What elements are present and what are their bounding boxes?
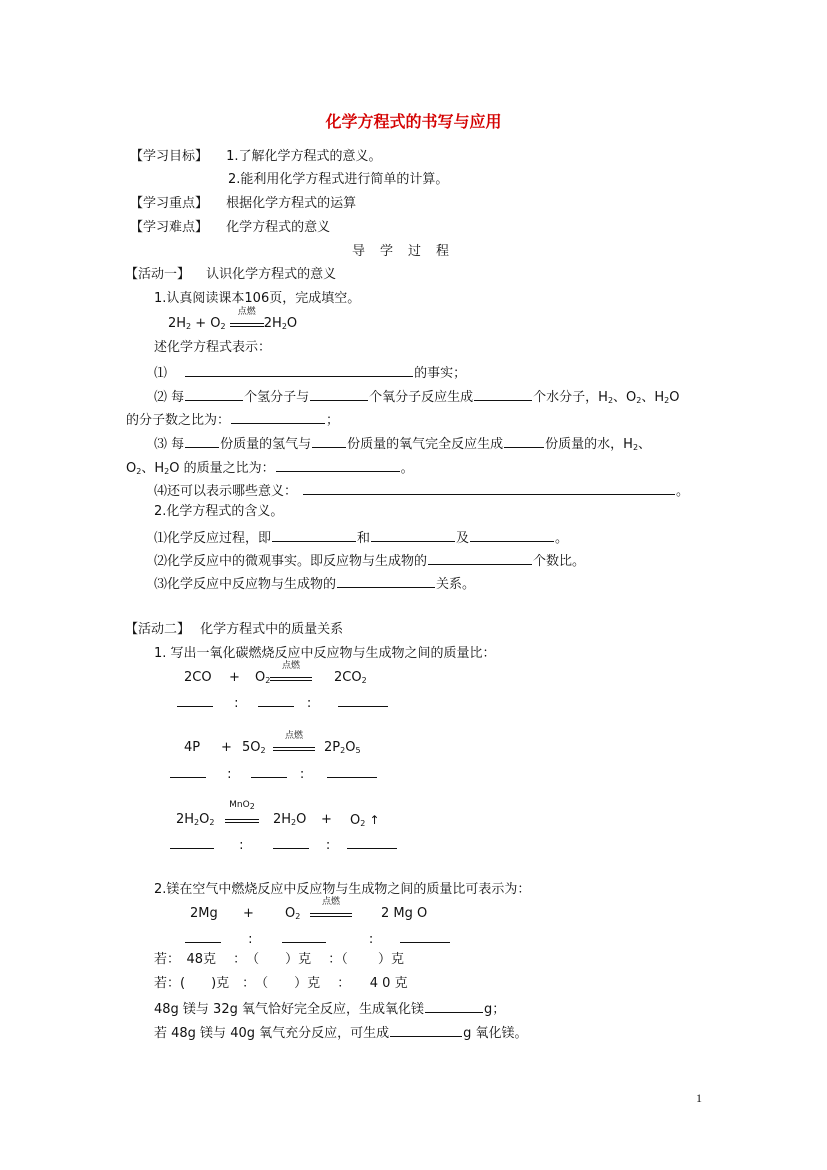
eq2-arrow: 点燃 — [273, 739, 315, 757]
blank-m2[interactable] — [428, 550, 532, 565]
act1-m1: ⑴化学反应过程，即 和 及 。 — [154, 527, 568, 548]
diff-line — [130, 219, 330, 237]
diff-text: 化学方程式的意义 — [226, 220, 331, 235]
section-title: 导 学 过 程 — [352, 244, 451, 259]
blank-eq3b[interactable] — [273, 834, 309, 849]
blank-eq1a[interactable] — [177, 692, 213, 707]
goal-2: 2.能利用化学方程式进行简单的计算。 — [228, 172, 449, 187]
blank-i3c[interactable] — [504, 433, 544, 448]
act1-item4: ⑷还可以表示哪些意义： 。 — [154, 480, 689, 501]
act1-heading — [125, 266, 336, 284]
blank-i2c[interactable] — [474, 386, 532, 401]
act2-q2: 2.镁在空气中燃烧反应中反应物与生成物之间的质量比可表示为： — [154, 882, 531, 897]
mg-plus: + — [243, 906, 254, 921]
blank-m1b[interactable] — [371, 527, 455, 542]
page-number: 1 — [696, 1091, 702, 1105]
blank-i1[interactable] — [185, 362, 413, 377]
act2-title: 化学方程式中的质量关系 — [200, 622, 344, 637]
blank-i2a[interactable] — [185, 386, 243, 401]
mg-arrow: 点燃 — [310, 905, 352, 923]
eq1-a: 2CO — [184, 670, 212, 685]
blank-mga[interactable] — [185, 928, 221, 943]
eq1-b: $O_2$ — [255, 670, 271, 685]
eq1-arrow: 点燃 — [270, 669, 312, 687]
blank-eq2a[interactable] — [170, 763, 206, 778]
mg-c: 2 Mg O — [381, 906, 428, 921]
blank-i2b[interactable] — [310, 386, 368, 401]
blank-eq1c[interactable] — [338, 692, 388, 707]
equation-water: $2H_2 + O_2$ 点燃 $2H_2O$ — [168, 307, 298, 331]
act1-m2: ⑵化学反应中的微观事实。即反应物与生成物的 个数比。 — [154, 550, 585, 571]
eq3-arrow: MnO$_2$ — [225, 811, 259, 829]
eq2-plus: + — [221, 740, 232, 755]
gas-up-arrow-icon: ↑ — [369, 813, 380, 827]
blank-m1c[interactable] — [470, 527, 554, 542]
act1-q1: 1.认真阅读课本106页，完成填空。 — [154, 291, 361, 306]
act1-item2-line2: 的分子数之比为： ； — [126, 409, 339, 430]
page-title: 化学方程式的书写与应用 — [325, 112, 502, 131]
act2-q1: 1. 写出一氧化碳燃烧反应中反应物与生成物之间的质量比： — [154, 646, 496, 661]
mg-s1: 48g 镁与 32g 氧气恰好完全反应，生成氧化镁 g； — [154, 998, 505, 1019]
mg-row1: 若： 48克 ： （ ）克 ：（ ）克 — [154, 952, 404, 967]
key-line — [130, 195, 356, 213]
key-label: 【学习重点】 — [130, 196, 209, 211]
blank-eq2b[interactable] — [251, 763, 287, 778]
blank-eq2c[interactable] — [327, 763, 377, 778]
blank-s2[interactable] — [390, 1022, 462, 1037]
blank-i2d[interactable] — [231, 409, 325, 424]
mg-a: 2Mg — [190, 906, 218, 921]
blank-i4[interactable] — [303, 480, 675, 495]
act2-heading — [125, 621, 343, 639]
eq1-ratio: : : — [176, 692, 389, 713]
eq3-e: $O_2$ ↑ — [350, 813, 380, 828]
blank-i3d[interactable] — [276, 457, 400, 472]
goal-label: 【学习目标】 — [130, 149, 209, 164]
mg-row2: 若：( )克 ： （ ）克 ： 4 0 克 — [154, 976, 408, 991]
act1-title: 认识化学方程式的意义 — [206, 267, 337, 282]
act1-desc: 述化学方程式表示： — [154, 340, 272, 355]
mg-s2: 若 48g 镁与 40g 氧气充分反应，可生成 g 氧化镁。 — [154, 1022, 528, 1043]
blank-m1a[interactable] — [272, 527, 356, 542]
goal-1: 1.了解化学方程式的意义。 — [226, 149, 382, 164]
act1-label: 【活动一】 — [125, 267, 191, 282]
blank-mgb[interactable] — [282, 928, 326, 943]
mg-b: $O_2$ — [285, 906, 301, 921]
eq3-c: $2H_2O$ — [273, 812, 307, 827]
eq2-a: 4P — [184, 740, 201, 755]
act1-item2: ⑵ 每 个氢分子与 个氧分子反应生成 个水分子，$H_2$、$O_2$、$H_2O$ — [154, 386, 679, 410]
act2-label: 【活动二】 — [125, 622, 191, 637]
blank-eq3a[interactable] — [170, 834, 214, 849]
blank-m3[interactable] — [337, 573, 435, 588]
eq3-plus: + — [321, 812, 332, 827]
blank-i3b[interactable] — [312, 433, 346, 448]
act1-m3: ⑶化学反应中反应物与生成物的 关系。 — [154, 573, 475, 594]
blank-eq1b[interactable] — [258, 692, 294, 707]
eq3-ratio: : : — [169, 834, 398, 855]
act1-item3: ⑶ 每 份质量的氢气与 份质量的氧气完全反应生成 份质量的水，$H_2$、 — [154, 433, 651, 457]
eq2-ratio: : : — [169, 763, 378, 784]
key-text: 根据化学方程式的运算 — [226, 196, 357, 211]
blank-i3a[interactable] — [185, 433, 219, 448]
act1-item1: ⑴ 的事实； — [154, 362, 466, 383]
eq2-c: $2P_2O_5$ — [324, 740, 361, 755]
blank-eq3c[interactable] — [347, 834, 397, 849]
eq2-b: $5O_2$ — [242, 740, 266, 755]
blank-s1[interactable] — [425, 998, 483, 1013]
eq3-a: $2H_2O_2$ — [176, 812, 215, 827]
act1-item3-line2: $O_2$、$H_2O$ 的质量之比为： 。 — [126, 457, 414, 481]
act1-q2: 2.化学方程式的含义。 — [154, 504, 284, 519]
goal-line — [130, 148, 382, 166]
mg-ratio: : : — [184, 928, 451, 949]
reaction-arrow: 点燃 — [230, 316, 264, 327]
eq1-c: $2CO_2$ — [334, 670, 367, 685]
blank-mgc[interactable] — [400, 928, 450, 943]
eq1-plus: + — [229, 670, 240, 685]
diff-label: 【学习难点】 — [130, 220, 209, 235]
